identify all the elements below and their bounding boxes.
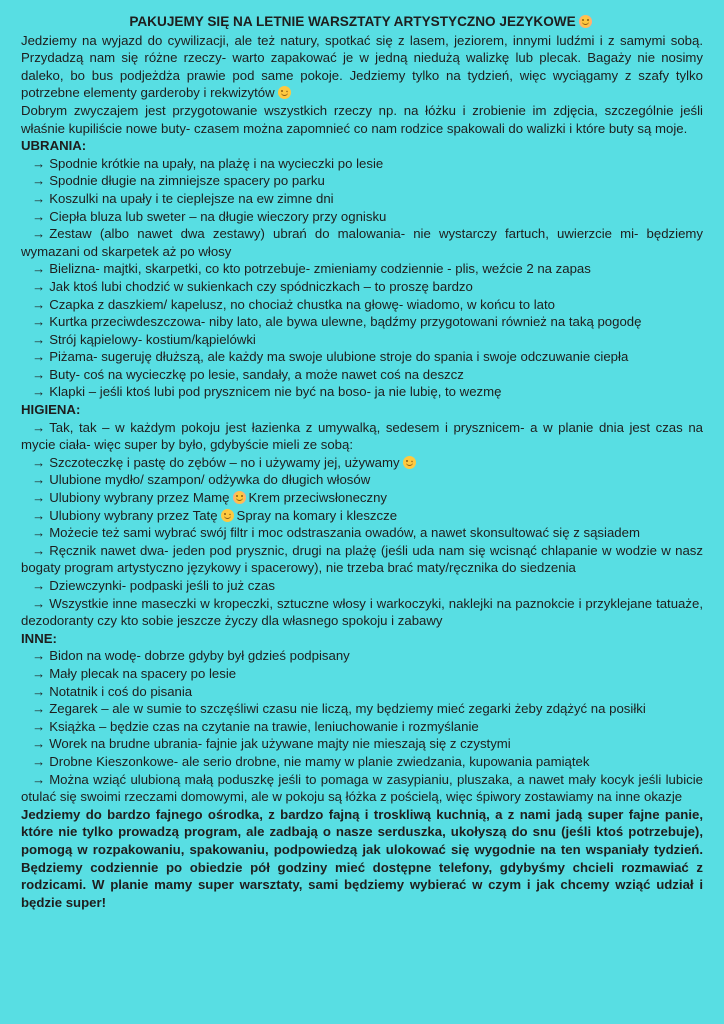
list-item	[21, 489, 703, 507]
arrow-bullet-icon: →	[32, 472, 46, 488]
text-run: Ulubiony wybrany przez Mamę	[49, 490, 230, 506]
list-item	[21, 296, 703, 314]
text-run: Bidon na wodę- dobrze gdyby był gdzieś podpisany	[49, 648, 350, 664]
list-item	[21, 225, 703, 260]
smiling-face-blush-emoji-icon	[233, 491, 246, 504]
intro-paragraph	[21, 32, 703, 102]
arrow-bullet-icon: →	[32, 718, 46, 734]
text-run: Ulubiony wybrany przez Tatę	[49, 507, 218, 523]
arrow-bullet-icon: →	[32, 314, 46, 330]
list-item	[21, 507, 703, 525]
winking-face-emoji-icon	[221, 509, 234, 522]
text-run: Spodnie krótkie na upały, na plażę i na wycieczki po lesie	[49, 155, 384, 171]
text-run: Drobne Kieszonkowe- ale serio drobne, nie mamy w planie zwiedzania, kupowania pamiątek	[49, 753, 590, 769]
text-run: Dobrym zwyczajem jest przygotowanie wszystkich rzeczy np. na łóżku i zrobienie im zdjęcia, szczególnie jeśli właśnie kupiliście nowe buty- czasem można zapomnieć co nam rodzice spakowali do walizki i które buty są moje.	[21, 102, 703, 136]
arrow-bullet-icon: →	[32, 278, 46, 294]
list-item	[21, 700, 703, 718]
arrow-bullet-icon: →	[32, 701, 46, 717]
list-item	[21, 771, 703, 806]
text-run: Książka – będzie czas na czytanie na trawie, leniuchowanie i rozmyślanie	[49, 718, 479, 734]
text-run: Dziewczynki- podpaski jeśli to już czas	[49, 578, 275, 593]
arrow-bullet-icon: →	[32, 595, 46, 611]
text-run: Spodnie długie na zimniejsze spacery po parku	[49, 173, 325, 189]
arrow-bullet-icon: →	[32, 525, 46, 541]
list-item	[21, 524, 703, 542]
list-item	[21, 313, 703, 331]
list-item	[21, 718, 703, 736]
text-run: Spray na komary i kleszcze	[236, 507, 398, 523]
list-item	[21, 331, 703, 349]
text-run: Worek na brudne ubrania- fajnie jak używane majty nie mieszają się z czystymi	[49, 736, 511, 752]
page-title	[21, 13, 703, 31]
arrow-bullet-icon: →	[32, 683, 46, 699]
arrow-bullet-icon: →	[32, 419, 46, 435]
smiling-face-blush-emoji-icon	[579, 15, 592, 28]
text-run: Zestaw (albo nawet dwa zestawy) ubrań do malowania- nie wystarczy fartuch, uwierzcie mi- będziemy wymazani od skarpetek aż po włosy	[21, 226, 703, 259]
arrow-bullet-icon: →	[32, 490, 46, 506]
list-item	[21, 595, 703, 630]
text-run: Klapki – jeśli ktoś lubi pod prysznicem nie być na boso- ja nie lubię, to wezmę	[49, 384, 502, 400]
arrow-bullet-icon: →	[32, 261, 46, 277]
text-run: Szczoteczkę i pastę do zębów – no i używamy jej, używamy	[49, 454, 400, 470]
text-run: Ulubione mydło/ szampon/ odżywka do długich włosów	[49, 472, 371, 488]
arrow-bullet-icon: →	[32, 155, 46, 171]
list-item	[21, 260, 703, 278]
arrow-bullet-icon: →	[32, 173, 46, 189]
list-item	[21, 366, 703, 384]
text-run: Mały plecak na spacery po lesie	[49, 665, 237, 681]
arrow-bullet-icon: →	[32, 366, 46, 382]
arrow-bullet-icon: →	[32, 296, 46, 312]
list-item	[21, 735, 703, 753]
list-item	[21, 208, 703, 226]
text-run: Bielizna- majtki, skarpetki, co kto potrzebuje- zmieniamy codziennie - plis, weźcie 2 na zapas	[49, 261, 591, 277]
text-run: Koszulki na upały i te cieplejsze na ew zimne dni	[49, 190, 334, 206]
arrow-bullet-icon: →	[32, 208, 46, 224]
arrow-bullet-icon: →	[32, 648, 46, 664]
text-run: Krem przeciwsłoneczny	[248, 490, 388, 506]
list-item	[21, 190, 703, 208]
list-item	[21, 278, 703, 296]
list-item	[21, 172, 703, 190]
arrow-bullet-icon: →	[32, 771, 46, 787]
text-run: Ciepła bluza lub sweter – na długie wieczory przy ognisku	[49, 208, 387, 224]
winking-face-emoji-icon	[278, 86, 291, 99]
arrow-bullet-icon: →	[32, 507, 46, 523]
arrow-bullet-icon: →	[32, 665, 46, 681]
list-item	[21, 471, 703, 489]
closing-paragraph: Jedziemy do bardzo fajnego ośrodka, z bardzo fajną i troskliwą kuchnią, a z nami jadą super fajne panie, które nie tylko prowadzą program, ale zadbają o nasze serduszka, ukołyszą do snu (jeśli ktoś potrzebuje), pomogą w rozpakowaniu, spakowaniu, podpowiedzą jak ulokować się wygodnie na ten wspaniały tydzień. Będziemy codziennie po obiedzie pół godziny mieć dostępne telefony, gdybyśmy chcieli rozmawiać z rodzicami. W planie mamy super warsztaty, sami będziemy wybierać w czym i jak chcemy wziąć udział i będzie super!	[21, 806, 703, 910]
text-run: Czapka z daszkiem/ kapelusz, no chociaż chustka na głowę- wiadomo, w końcu to lato	[49, 296, 555, 312]
arrow-bullet-icon: →	[32, 578, 46, 593]
text-run: Buty- coś na wycieczkę po lesie, sandały, a może nawet coś na deszcz	[49, 366, 464, 382]
list-item	[21, 753, 703, 771]
text-run: Można wziąć ulubioną małą poduszkę jeśli to pomaga w zasypianiu, pluszaka, a nawet mały kocyk jeśli lubicie otulać się swoimi rzeczami domowymi, ale w pokoju są łóżka z pościelą, więc śpiwory zostawiamy na inne okazje	[21, 771, 703, 805]
text-run: Możecie też sami wybrać swój filtr i moc odstraszania owadów, a nawet skonsultować się z sąsiadem	[49, 525, 640, 541]
list-item	[21, 647, 703, 665]
list-item	[21, 577, 703, 595]
list-item	[21, 454, 703, 472]
list-item	[21, 383, 703, 401]
list-item	[21, 683, 703, 701]
arrow-bullet-icon: →	[32, 331, 46, 347]
text-run: Jedziemy na wyjazd do cywilizacji, ale też natury, spotkać się z lasem, jeziorem, innymi ludźmi i z samymi sobą. Przydadzą nam się różne rzeczy- warto zapakować je w jedną niedużą walizkę lub plecak. Bagaży nie nosimy daleko, bo bus podjeżdża prawie pod same pokoje. Jedziemy tylko na tydzień, więc wyciągamy z szafy tylko potrzebne elementy garderoby i rekwizytów	[21, 32, 703, 101]
text-run: Tak, tak – w każdym pokoju jest łazienka z umywalką, sedesem i prysznicem- a w planie dnia jest czas na mycie ciała- więc super by było, gdybyście mieli ze sobą:	[21, 419, 703, 453]
text-run: Notatnik i coś do pisania	[49, 683, 193, 699]
arrow-bullet-icon: →	[32, 190, 46, 206]
arrow-bullet-icon: →	[32, 226, 46, 242]
intro-paragraph	[21, 102, 703, 137]
list-item	[21, 348, 703, 366]
section-heading: INNE:	[21, 630, 57, 646]
title-text: PAKUJEMY SIĘ NA LETNIE WARSZTATY ARTYSTYCZNO JEZYKOWE	[129, 14, 576, 29]
list-item	[21, 542, 703, 577]
text-run: Jak ktoś lubi chodzić w sukienkach czy spódniczkach – to proszę bardzo	[49, 278, 473, 294]
arrow-bullet-icon: →	[32, 384, 46, 400]
arrow-bullet-icon: →	[32, 349, 46, 365]
text-run: Ręcznik nawet dwa- jeden pod prysznic, drugi na plażę (jeśli uda nam się wcisnąć chlapanie w wodzie w nasz bogaty program artystyczno językowy i spacerowy), nie trzeba brać maty/ręcznika do siedzenia	[21, 542, 703, 576]
arrow-bullet-icon: →	[32, 736, 46, 752]
text-run: Kurtka przeciwdeszczowa- niby lato, ale bywa ulewne, bądźmy przygotowani również na taką pogodę	[49, 314, 642, 330]
section-heading: HIGIENA:	[21, 402, 81, 418]
text-run: Strój kąpielowy- kostium/kąpielówki	[49, 331, 256, 347]
list-item	[21, 665, 703, 683]
arrow-bullet-icon: →	[32, 542, 46, 558]
text-run: Wszystkie inne maseczki w kropeczki, sztuczne włosy i warkoczyki, naklejki na paznokcie i przyklejane tatuaże, dezodoranty czy kto sobie jeszcze życzy dla własnego spokoju i zabawy	[21, 595, 703, 629]
text-run: Zegarek – ale w sumie to szczęśliwi czasu nie liczą, my będziemy mieć zegarki żeby zdążyć na posiłki	[49, 701, 646, 717]
text-run: Piżama- sugeruję dłuższą, ale każdy ma swoje ulubione stroje do spania i swoje odczuwanie ciepła	[49, 349, 629, 365]
list-item	[21, 155, 703, 173]
arrow-bullet-icon: →	[32, 753, 46, 769]
list-item	[21, 419, 703, 454]
document-body	[21, 32, 703, 806]
section-heading: UBRANIA:	[21, 138, 87, 154]
winking-face-emoji-icon	[403, 456, 416, 469]
arrow-bullet-icon: →	[32, 454, 46, 470]
